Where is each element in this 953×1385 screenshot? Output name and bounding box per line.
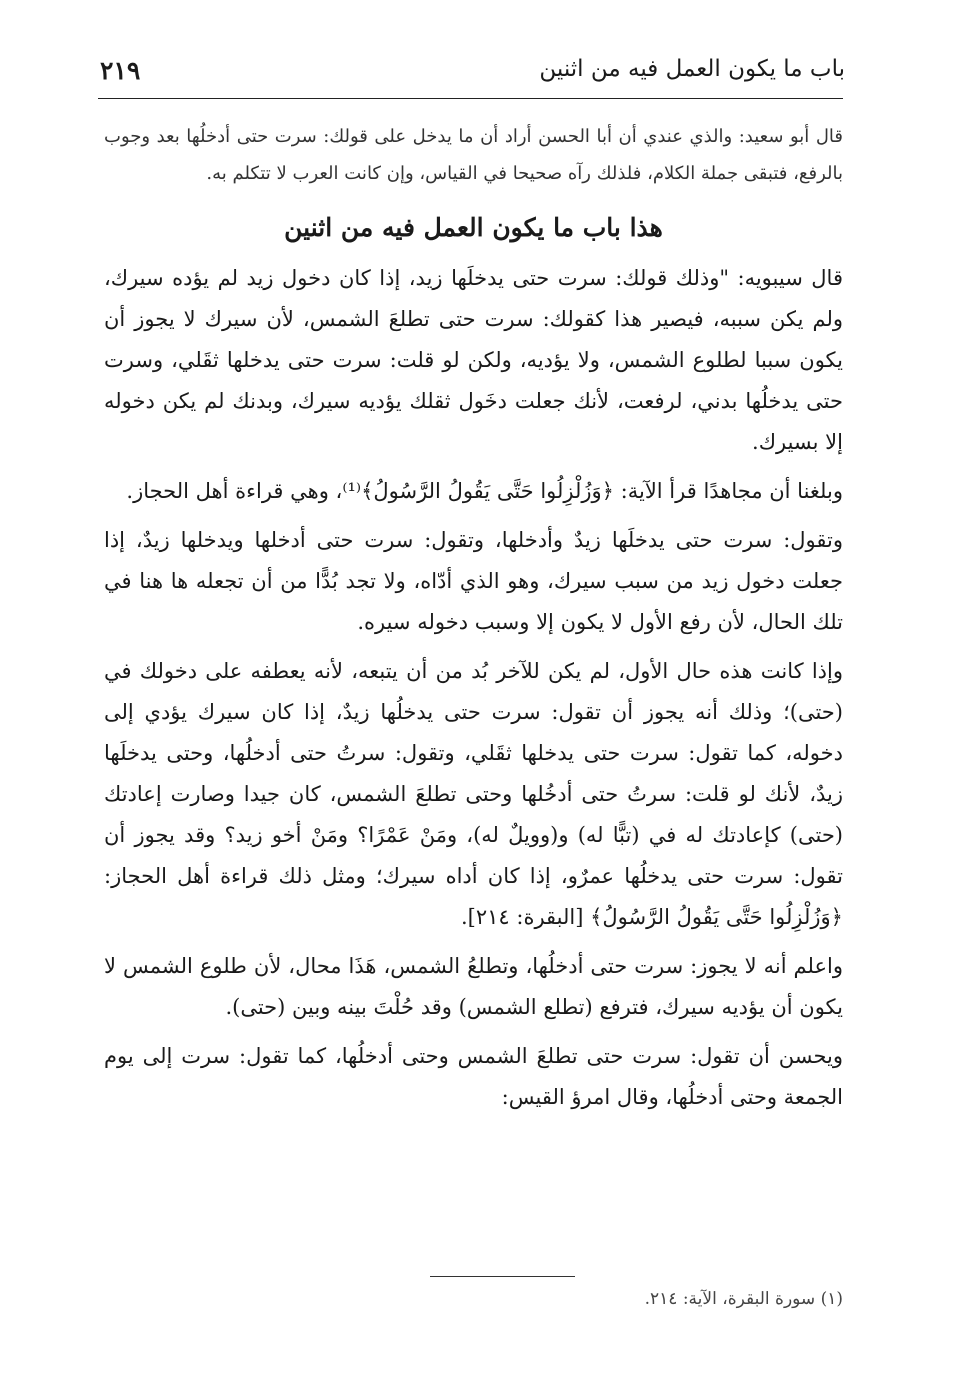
- prev-paragraph: قال أبو سعيد: والذي عندي أن أبا الحسن أراد أن ما يدخل على قولك: سرت حتى أدخلُها بعد وجوب بالرفع، فتبقى جملة الكلام، فلذلك رآه صحيحا في القياس، وإن كانت العرب لا تتكلم به.: [104, 126, 843, 184]
- footnote: (١) سورة البقرة، الآية: ٢١٤.: [644, 1289, 843, 1309]
- paragraph-3: وتقول: سرت حتى يدخلَها زيدٌ وأدخلها، وتقول: سرت حتى أدخلها ويدخلها زيدٌ، إذا جعلت دخول زيد من سبب سيرك، وهو الذي أدّاه، ولا تجد بُدًّا من أن تجعله ها هنا في تلك الحال، لأن رفع الأول لا يكون إلا وسبب دخوله سيره.: [104, 528, 843, 634]
- page-number: ٢١٩: [100, 56, 141, 85]
- paragraph-2: وبلغنا أن مجاهدًا قرأ الآية: ﴿وَزُلْزِلُوا حَتَّى يَقُولُ الرَّسُولُ﴾⁽¹⁾، وهي قراءة أهل الحجاز.: [126, 479, 843, 503]
- running-title: باب ما يكون العمل فيه من اثنين: [539, 56, 845, 82]
- paragraph-6: ويحسن أن تقول: سرت حتى تطلعَ الشمس وحتى أدخلُها، كما تقول: سرت إلى يوم الجمعة وحتى أدخلُها، وقال امرؤ القيس:: [104, 1044, 843, 1109]
- header-rule: [98, 98, 843, 99]
- body-text: [104, 118, 843, 1126]
- footnote-rule: [430, 1276, 575, 1277]
- paragraph-5: واعلم أنه لا يجوز: سرت حتى أدخلُها، وتطلعُ الشمس، هَذَا محال، لأن طلوع الشمس لا يكون أن يؤديه سيرك، فترفع (تطلع الشمس) وقد حُلْتَ بينه وبين (حتى).: [104, 954, 843, 1019]
- section-title: هذا باب ما يكون العمل فيه من اثنين: [284, 213, 663, 242]
- paragraph-1: قال سيبويه: "وذلك قولك: سرت حتى يدخلَها زيد، إذا كان دخول زيد لم يؤده سيرك، ولم يكن سببه، فيصير هذا كقولك: سرت حتى تطلعَ الشمس، لأن سيرك لا يجوز أن يكون سببا لطلوع الشمس، ولا يؤديه، ولكن لو قلت: سرت حتى يدخلها ثقَلي، وسرت حتى يدخلُها بدني، لرفعت، لأنك جعلت دخَول ثقلك يؤديه سيرك، وبدنك لم يكن دخوله إلا بسيرك.: [104, 266, 843, 454]
- paragraph-4: وإذا كانت هذه حال الأول، لم يكن للآخر بُد من أن يتبعه، لأنه يعطفه على دخولك في (حتى)؛ وذلك أنه يجوز أن تقول: سرت حتى يدخلُها زيدٌ، إذا كان سيرك يؤدي إلى دخوله، كما تقول: سرت حتى يدخلها ثقَلي، وتقول: سرتُ حتى أدخلُها، وحتى يدخلَها زيدٌ، لأنك لو قلت: سرتُ حتى أدخُلها وحتى تطلعَ الشمس، كان جيدا وصارت إعادتك (حتى) كإعادتك له في (تبًّا له) و(وويلٌ له)، ومَنْ عَمْرًا؟ ومَنْ أخو زيد؟ وقد يجوز أن تقول: سرت حتى يدخلُها عمرٌو، إذا كان أداه سيرك؛ ومثل ذلك قراءة أهل الحجاز: ﴿وَزُلْزِلُوا حَتَّى يَقُولُ الرَّسُولُ﴾ [البقرة: ٢١٤].: [104, 659, 843, 929]
